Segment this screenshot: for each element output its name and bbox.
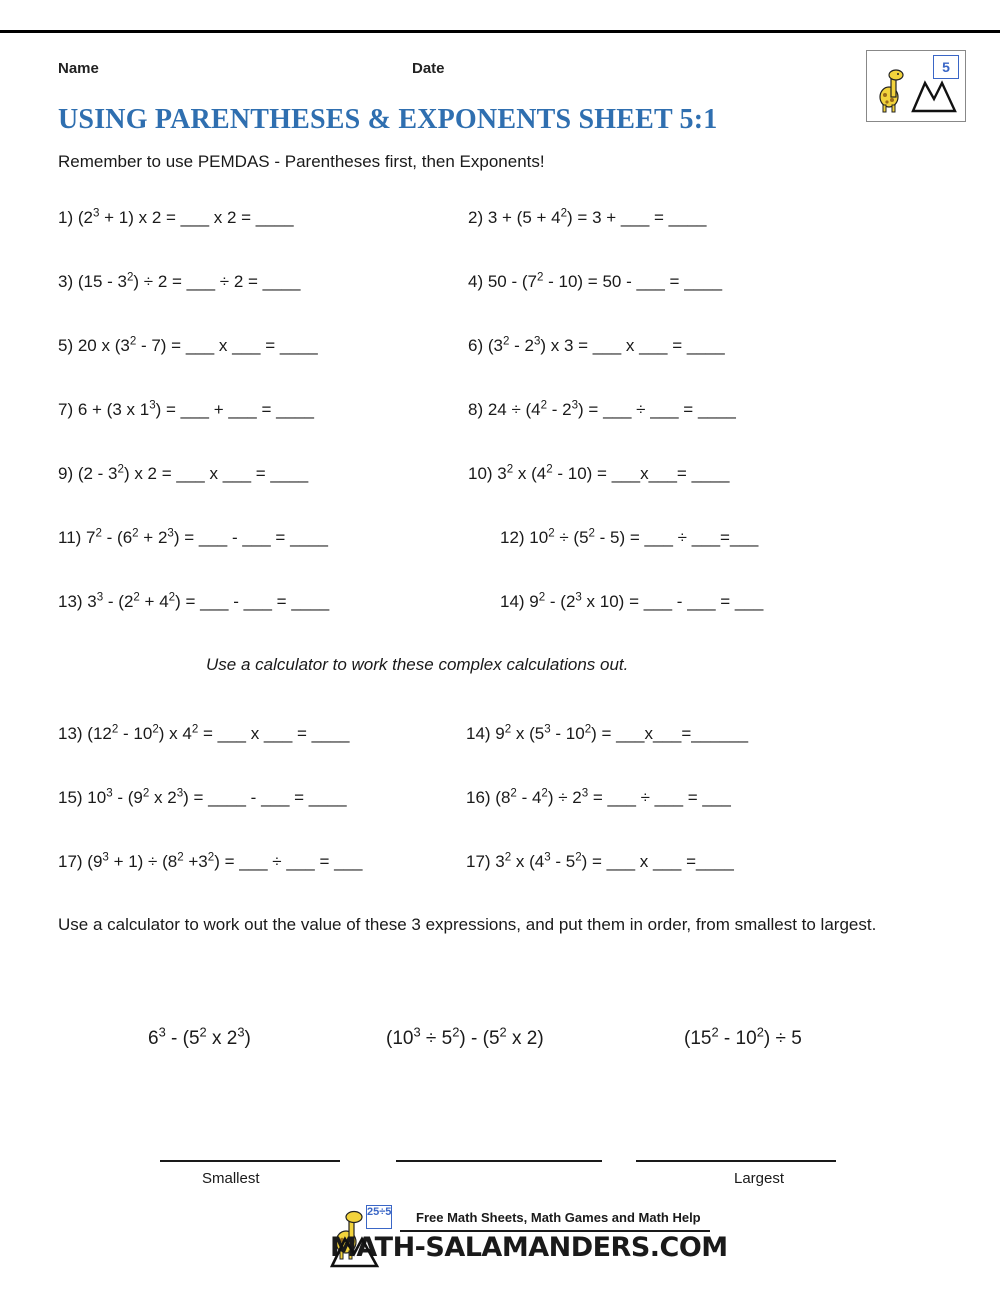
problem-p1[interactable]: 1) $(2^3 + 1)$ x 2 = ___ x 2 = ____ xyxy=(58,207,294,227)
grade-number: 5 xyxy=(933,55,959,79)
footer-tagline: Free Math Sheets, Math Games and Math Help xyxy=(416,1210,701,1225)
problem-p5[interactable]: 5) 20 x $(3^2 - 7)$ = ___ x ___ = ____ xyxy=(58,335,318,355)
ordering-expression-e3: $(15^2 - 10^2) \div 5$ xyxy=(684,1024,802,1049)
problem-p10[interactable]: 10) $3^2$ x $(4^2 - 10)$ = ___x___= ____ xyxy=(468,463,730,483)
answer-blank-b1[interactable] xyxy=(160,1160,340,1162)
problem-c13[interactable]: 13) $(12^2 - 10^2)$ x $4^2$ = ___ x ___ = ____ xyxy=(58,723,350,743)
date-label: Date xyxy=(412,60,445,77)
problem-p12[interactable]: 12) $10^2 \div (5^2 - 5)$ = ___ ÷ ___=___ xyxy=(500,527,759,547)
calculator-note: Use a calculator to work these complex calculations out. xyxy=(206,655,629,674)
problem-p4[interactable]: 4) $50 - (7^2 - 10) = 50$ - ___ = ____ xyxy=(468,271,723,291)
problem-c17b[interactable]: 17) $3^2$ x $(4^3 - 5^2)$ = ___ x ___ =____ xyxy=(466,851,734,871)
caption-largest: Largest xyxy=(734,1170,785,1187)
name-label: Name xyxy=(58,60,99,77)
ordering-expression-e1: $6^3 - (5^2$ x $2^3$) xyxy=(148,1024,251,1049)
problem-c15[interactable]: 15) $10^3 - (9^2$ x $2^3$) = ____ - ___ = ____ xyxy=(58,787,347,807)
mountain-logo-icon xyxy=(911,77,957,113)
problem-p9[interactable]: 9) $(2 - 3^2)$ x 2 = ___ x ___ = ____ xyxy=(58,463,309,483)
page-subtitle: Remember to use PEMDAS - Parentheses first, then Exponents! xyxy=(58,152,545,171)
page-title: USING PARENTHESES & EXPONENTS SHEET 5:1 xyxy=(58,104,718,135)
problem-p6[interactable]: 6) $(3^2 - 2^3)$ x 3 = ___ x ___ = ____ xyxy=(468,335,725,355)
grade-badge xyxy=(866,50,966,122)
ordering-instruction: Use a calculator to work out the value of these 3 expressions, and put them in order, from smallest to largest. xyxy=(58,915,877,934)
problem-p3[interactable]: 3) $(15 - 3^2) \div 2$ = ___ ÷ 2 = ____ xyxy=(58,271,301,291)
problem-c14[interactable]: 14) $9^2$ x $(5^3 - 10^2)$ = ___x___=______ xyxy=(466,723,749,743)
footer-number-box: 25÷5 xyxy=(366,1205,392,1229)
problem-c16[interactable]: 16) $(8^2 - 4^2) \div 2^3$ = ___ ÷ ___ = ___ xyxy=(466,787,731,807)
ordering-expression-e2: $(10^3 \div 5^2) - (5^2$ x 2) xyxy=(386,1024,544,1049)
answer-blank-b3[interactable] xyxy=(636,1160,836,1162)
page-footer xyxy=(0,1200,1000,1290)
problem-p14[interactable]: 14) $9^2 - (2^3$ x 10) = ___ - ___ = ___ xyxy=(500,591,764,611)
footer-url: MATH-SALAMANDERS.COM xyxy=(330,1232,728,1263)
top-divider xyxy=(0,30,1000,33)
caption-smallest: Smallest xyxy=(202,1170,260,1187)
problem-c17a[interactable]: 17) $(9^3 + 1) \div (8^2 +3^2)$ = ___ ÷ ___ = ___ xyxy=(58,851,363,871)
problem-p13[interactable]: 13) $3^3 - (2^2 + 4^2)$ = ___ - ___ = ____ xyxy=(58,591,330,611)
problem-p11[interactable]: 11) $7^2 - (6^2 + 2^3)$ = ___ - ___ = ____ xyxy=(58,527,328,547)
problem-p2[interactable]: 2) $3 + (5 + 4^2) = 3$ + ___ = ____ xyxy=(468,207,707,227)
giraffe-logo-icon xyxy=(875,67,909,113)
footer-mountain-icon xyxy=(330,1234,380,1268)
answer-blank-b2[interactable] xyxy=(396,1160,602,1162)
problem-p7[interactable]: 7) 6 + (3 x $1^3$) = ___ + ___ = ____ xyxy=(58,399,314,419)
problem-p8[interactable]: 8) $24 \div (4^2 - 2^3)$ = ___ ÷ ___ = ____ xyxy=(468,399,736,419)
